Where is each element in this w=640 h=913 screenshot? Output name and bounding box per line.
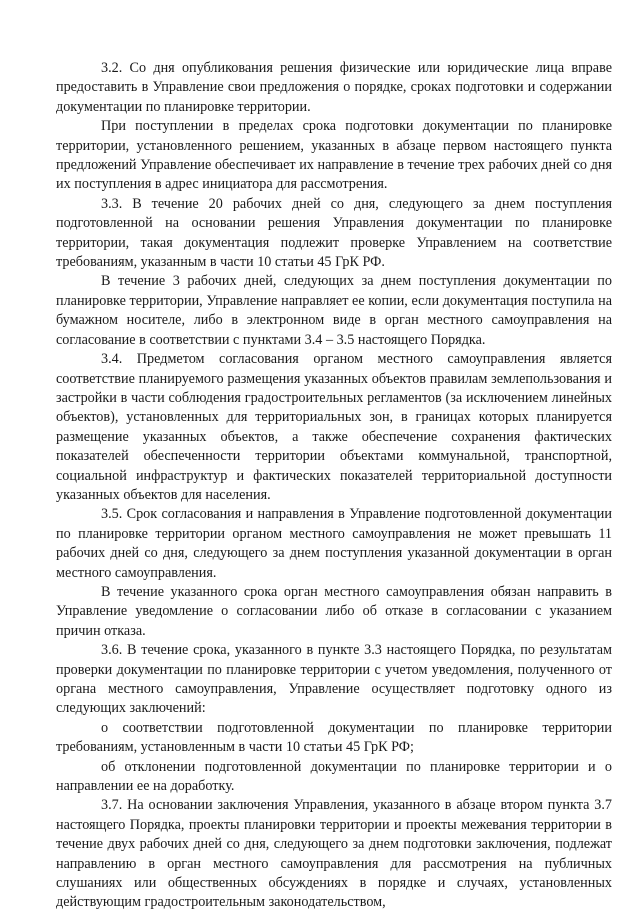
paragraph-copies: В течение 3 рабочих дней, следующих за днем поступления документации по планировке территории, Управление направляет ее копии, если документация поступила на бумажном носителе, либо в электронном виде в орган местного самоуправления на согласование в соответствии с пунктами 3.4 – 3.5 настоящего Порядка. bbox=[56, 273, 612, 348]
paragraph-notification: В течение указанного срока орган местного самоуправления обязан направить в Управление уведомление о согласовании либо об отказе в согласовании с указанием причин отказа. bbox=[56, 583, 612, 639]
paragraph-proposals: При поступлении в пределах срока подготовки документации по планировке территории, установленного решением, указанных в абзаце первом настоящего пункта предложений Управление обеспечивает их направление в течение трех рабочих дней со дня их поступления в адрес инициатора для рассмотрения. bbox=[56, 118, 612, 193]
paragraph-3-3: 3.3. В течение 20 рабочих дней со дня, следующего за днем поступления подготовленной на основании решения Управления документации по планировке территории, такая документация подлежит проверке Управлением на соответствие требованиям, указанным в части 10 статьи 45 ГрК РФ. bbox=[56, 195, 612, 271]
paragraph-3-7: 3.7. На основании заключения Управления, указанного в абзаце втором пункта 3.7 настоящего Порядка, проекты планировки территории и проекты межевания территории в течение двух рабочих дней со дня, следующего за днем подготовки заключения, подлежат направлению в орган местного самоуправления для рассмотрения на публичных слушаниях или общественных обсуждениях в порядке и случаях, установленных действующим градостроительным законодательством, bbox=[56, 797, 612, 911]
document-page bbox=[56, 59, 612, 913]
paragraph-3-4: 3.4. Предметом согласования органом местного самоуправления является соответствие планируемого размещения указанных объектов правилам землепользования и застройки в части соблюдения градостроительных регламентов (за исключением линейных объектов), установленных для территориальных зон, в границах которых планируется размещение указанных объектов, а также обеспечение сохранения фактических показателей обеспеченности территории объектами коммунальной, транспортной, социальной инфраструктур и фактических показателей территориальной доступности указанных объектов для населения. bbox=[56, 351, 612, 503]
paragraph-3-2: 3.2. Со дня опубликования решения физические или юридические лица вправе предоставить в Управление свои предложения о порядке, сроках подготовки и содержании документации по планировке территории. bbox=[56, 60, 612, 115]
paragraph-conclusion-rejection: об отклонении подготовленной документации по планировке территории и о направлении ее на доработку. bbox=[56, 758, 612, 795]
paragraph-3-5: 3.5. Срок согласования и направления в Управление подготовленной документации по планировке территории органом местного самоуправления не может превышать 11 рабочих дней со дня, следующего за днем поступления указанной документации в орган местного самоуправления. bbox=[56, 506, 612, 581]
paragraph-conclusion-compliance: о соответствии подготовленной документации по планировке территории требованиям, установленным в части 10 статьи 45 ГрК РФ; bbox=[56, 719, 612, 756]
paragraph-3-6: 3.6. В течение срока, указанного в пункте 3.3 настоящего Порядка, по результатам проверки документации по планировке территории с учетом уведомления, полученного от органа местного самоуправления, Управление осуществляет подготовку одного из следующих заключений: bbox=[56, 642, 612, 717]
